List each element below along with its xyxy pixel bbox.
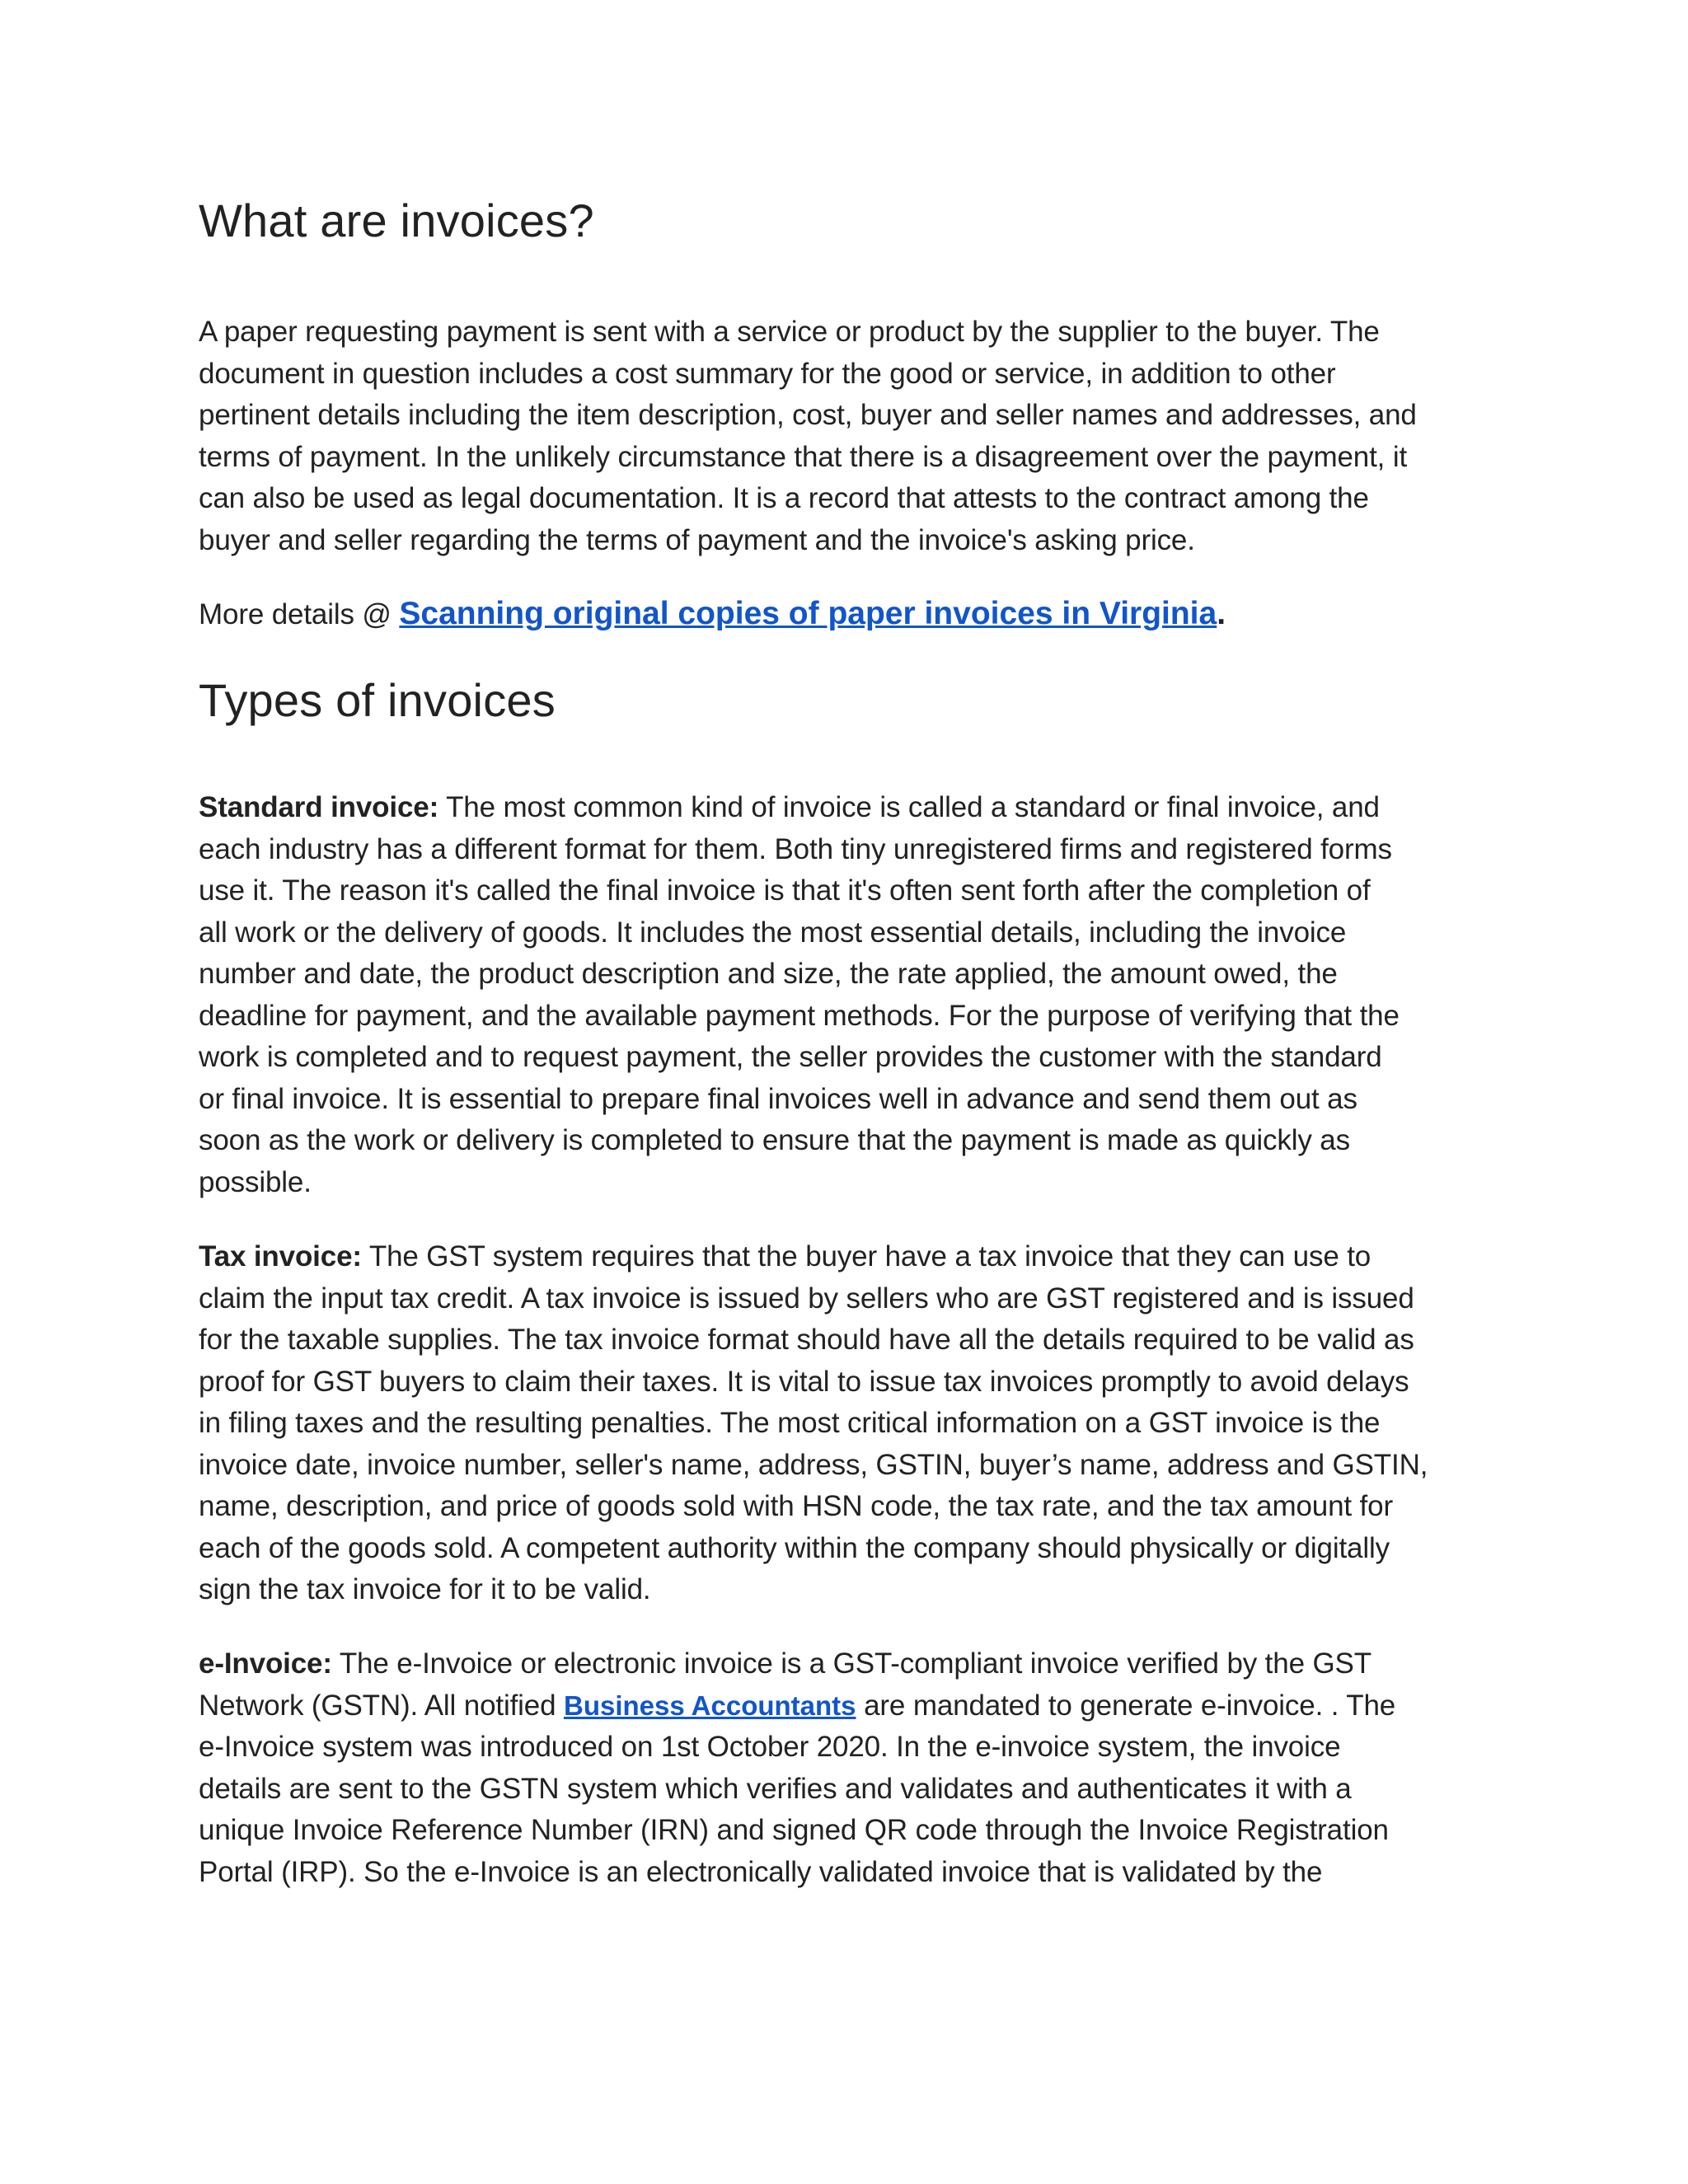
e-invoice-line: Portal (IRP). So the e-Invoice is an electronically validated invoice that is validated by the bbox=[199, 1855, 1323, 1888]
tax-line: proof for GST buyers to claim their taxes. It is vital to issue tax invoices promptly to avoid delays bbox=[199, 1365, 1409, 1398]
heading-what-are-invoices: What are invoices? bbox=[199, 194, 594, 246]
tax-line: claim the input tax credit. A tax invoice is issued by sellers who are GST registered and is issued bbox=[199, 1282, 1414, 1315]
standard-line: each industry has a different format for them. Both tiny unregistered firms and registered forms bbox=[199, 832, 1392, 865]
more-details-prefix: More details @ bbox=[199, 598, 400, 630]
tax-invoice-paragraph: Tax invoice: The GST system requires that the buyer have a tax invoice that they can use to claim the input tax credit. A tax invoice is issued by sellers who are GST registered and is issued for the taxable supplies. The tax invoice format should have all the details required to be valid as proof for GST buyers to claim their taxes. It is vital to issue tax invoices promptly to avoid delays in filing taxes and the resulting penalties. The most critical information on a GST invoice is the invoice date, invoice number, seller's name, address, GSTIN, buyer’s name, address and GSTIN, name, description, and price of goods sold with HSN code, the tax rate, and the tax amount for each of the goods sold. A competent authority within the company should physically or digitally sign the tax invoice for it to be valid. bbox=[199, 1236, 1517, 1611]
standard-invoice-label: Standard invoice: bbox=[199, 791, 439, 823]
tax-line: invoice date, invoice number, seller's name, address, GSTIN, buyer’s name, address and GSTIN, bbox=[199, 1448, 1428, 1481]
tax-line: name, description, and price of goods sold with HSN code, the tax rate, and the tax amount for bbox=[199, 1490, 1393, 1522]
virginia-scanning-link[interactable]: Scanning original copies of paper invoices in Virginia bbox=[399, 596, 1217, 631]
e-invoice-line: details are sent to the GSTN system which verifies and validates and authenticates it with a bbox=[199, 1772, 1352, 1805]
tax-line: for the taxable supplies. The tax invoice format should have all the details required to be valid as bbox=[199, 1324, 1414, 1356]
tax-line: in filing taxes and the resulting penalties. The most critical information on a GST invoice is the bbox=[199, 1407, 1381, 1439]
more-details-suffix: . bbox=[1217, 596, 1226, 631]
heading-types-of-invoices: Types of invoices bbox=[199, 674, 556, 726]
intro-line: A paper requesting payment is sent with a service or product by the supplier to the buyer. The bbox=[199, 316, 1380, 348]
intro-line: document in question includes a cost summary for the good or service, in addition to other bbox=[199, 357, 1336, 390]
intro-paragraph bbox=[199, 312, 1517, 561]
standard-line: all work or the delivery of goods. It includes the most essential details, including the invoice bbox=[199, 916, 1347, 949]
intro-line: terms of payment. In the unlikely circumstance that there is a disagreement over the payment, it bbox=[199, 440, 1408, 473]
standard-invoice-paragraph: Standard invoice: The most common kind of invoice is called a standard or final invoice, and each industry has a different format for them. Both tiny unregistered firms and registered forms use it. The reason it's called the final invoice is that it's often sent forth after the completion of all work or the delivery of goods. It includes the most essential details, including the invoice number and date, the product description and size, the rate applied, the amount owed, the deadline for payment, and the available payment methods. For the purpose of verifying that the work is completed and to request payment, the seller provides the customer with the standard or final invoice. It is essential to prepare final invoices well in advance and send them out as soon as the work or delivery is completed to ensure that the payment is made as quickly as possible. bbox=[199, 787, 1517, 1203]
standard-line: deadline for payment, and the available payment methods. For the purpose of verifying that the bbox=[199, 999, 1400, 1032]
e-invoice-paragraph: e-Invoice: The e-Invoice or electronic invoice is a GST-compliant invoice verified by the GST Network (GSTN). All notified Business Accountants are mandated to generate e-invoice. . The e-Invoice system was introduced on 1st October 2020. In the e-invoice system, the invoice details are sent to the GSTN system which verifies and validates and authenticates it with a unique Invoice Reference Number (IRN) and signed QR code through the Invoice Registration Portal (IRP). So the e-Invoice is an electronically validated invoice that is validated by the bbox=[199, 1643, 1517, 1893]
e-invoice-line: e-Invoice system was introduced on 1st October 2020. In the e-invoice system, the invoice bbox=[199, 1731, 1341, 1763]
standard-line: soon as the work or delivery is completed to ensure that the payment is made as quickly as bbox=[199, 1124, 1350, 1156]
tax-line: each of the goods sold. A competent authority within the company should physically or digitally bbox=[199, 1531, 1390, 1564]
intro-line: pertinent details including the item description, cost, buyer and seller names and addresses, and bbox=[199, 399, 1417, 431]
more-details-line bbox=[199, 593, 1517, 636]
e-invoice-line: unique Invoice Reference Number (IRN) and signed QR code through the Invoice Registration bbox=[199, 1814, 1389, 1846]
intro-line: can also be used as legal documentation. It is a record that attests to the contract among the bbox=[199, 482, 1369, 514]
standard-line: possible. bbox=[199, 1165, 312, 1198]
standard-line: use it. The reason it's called the final invoice is that it's often sent forth after the completion of bbox=[199, 874, 1371, 907]
standard-line: number and date, the product description and size, the rate applied, the amount owed, the bbox=[199, 958, 1338, 990]
tax-invoice-label: Tax invoice: bbox=[199, 1240, 362, 1272]
e-invoice-label: e-Invoice: bbox=[199, 1647, 332, 1680]
tax-line: sign the tax invoice for it to be valid. bbox=[199, 1573, 651, 1605]
intro-line: buyer and seller regarding the terms of payment and the invoice's asking price. bbox=[199, 523, 1195, 556]
business-accountants-link[interactable]: Business Accountants bbox=[564, 1690, 856, 1721]
standard-line: work is completed and to request payment, the seller provides the customer with the standard bbox=[199, 1041, 1382, 1073]
standard-line: or final invoice. It is essential to prepare final invoices well in advance and send them out as bbox=[199, 1082, 1357, 1115]
